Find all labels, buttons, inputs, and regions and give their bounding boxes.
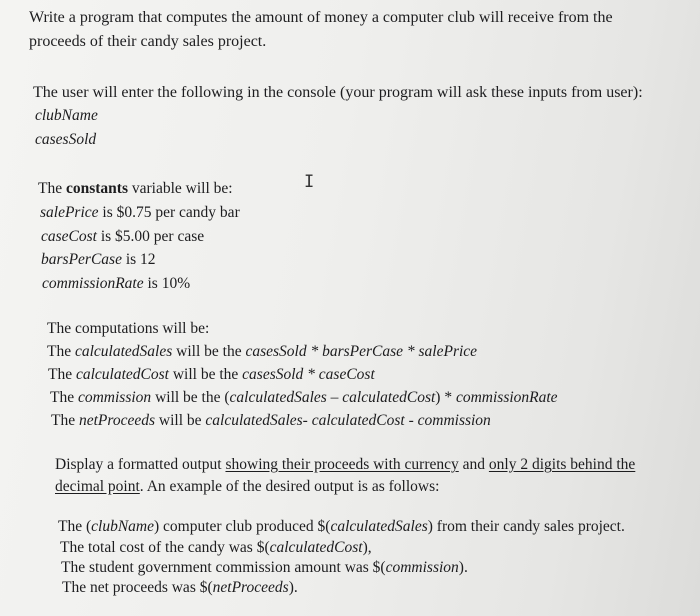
variable: calculatedSales	[330, 518, 428, 535]
constant-sale-price	[40, 203, 240, 223]
formula: casesSold * barsPerCase * salePrice	[245, 343, 478, 360]
computation-commission	[50, 388, 558, 408]
constant-commission-rate	[42, 274, 190, 294]
example-line-2	[60, 538, 372, 558]
text: The	[50, 389, 78, 406]
intro-line-1: Write a program that computes the amount of money a computer club will receive from the	[29, 9, 613, 26]
constant-name: caseCost	[41, 228, 97, 245]
constant-name: barsPerCase	[41, 251, 122, 268]
variable: calculatedCost	[269, 539, 363, 556]
underlined-text: decimal point	[55, 478, 140, 495]
example-line-1	[58, 517, 625, 537]
constant-case-cost	[41, 227, 204, 247]
text: The	[47, 343, 75, 360]
display-line-1	[55, 455, 635, 475]
text: ).	[458, 559, 468, 576]
constant-bars-per-case	[41, 250, 156, 270]
underlined-text: showing their proceeds with currency	[225, 456, 459, 473]
constant-name: commissionRate	[42, 275, 144, 292]
constant-value: is 10%	[143, 275, 191, 292]
text: will be the	[172, 343, 246, 360]
formula: calculatedSales- calculatedCost - commission	[205, 412, 491, 429]
underlined-text: only 2 digits behind the	[488, 456, 636, 473]
example-line-4	[62, 578, 298, 598]
text: ).	[288, 579, 298, 596]
text: and	[458, 456, 489, 473]
text: The (	[58, 518, 92, 535]
text: The	[51, 412, 79, 429]
constants-heading-pre: The	[38, 180, 66, 197]
inputs-heading: The user will enter the following in the console (your program will ask these inputs from user):	[33, 84, 643, 101]
constant-value: is 12	[121, 251, 156, 268]
text: ) from their candy sales project.	[427, 518, 625, 535]
variable: clubName	[91, 518, 154, 535]
input-cases-sold: casesSold	[35, 131, 97, 148]
text: ) *	[435, 389, 456, 406]
text: will be	[155, 412, 206, 429]
variable: commissionRate	[455, 389, 558, 406]
text: ),	[362, 539, 372, 556]
variable: calculatedSales	[74, 343, 173, 360]
display-line-2	[55, 477, 439, 497]
variable: netProceeds	[212, 579, 289, 596]
variable: calculatedCost	[75, 366, 169, 383]
intro-line-2: proceeds of their candy sales project.	[29, 33, 267, 50]
text: will be the	[168, 366, 243, 383]
text: The total cost of the candy was $(	[60, 539, 270, 556]
computations-heading: The computations will be:	[47, 320, 210, 337]
variable: netProceeds	[78, 412, 156, 429]
text: . An example of the desired output is as follows:	[139, 478, 440, 495]
constant-name: salePrice	[40, 204, 99, 221]
text: will be the (	[151, 389, 230, 406]
formula: casesSold * caseCost	[242, 366, 375, 383]
constant-value: is $0.75 per candy bar	[98, 204, 240, 221]
variable: commission	[77, 389, 152, 406]
computation-calculated-cost	[48, 365, 375, 385]
constants-heading-bold: constants	[65, 180, 128, 197]
text: The net proceeds was $(	[62, 579, 213, 596]
input-club-name: clubName	[35, 107, 98, 124]
text: Display a formatted output	[55, 456, 226, 473]
constants-heading-post: variable will be:	[128, 180, 233, 197]
text: The student government commission amount was $(	[61, 559, 386, 576]
formula: calculatedSales – calculatedCost	[229, 389, 436, 406]
constant-value: is $5.00 per case	[96, 228, 205, 245]
computation-calculated-sales	[47, 342, 477, 362]
text-cursor-icon: I	[304, 172, 315, 192]
computation-net-proceeds	[51, 411, 491, 431]
example-line-3	[61, 558, 468, 578]
text: ) computer club produced $(	[154, 518, 331, 535]
variable: commission	[385, 559, 459, 576]
text: The	[48, 366, 76, 383]
constants-heading	[38, 179, 233, 199]
